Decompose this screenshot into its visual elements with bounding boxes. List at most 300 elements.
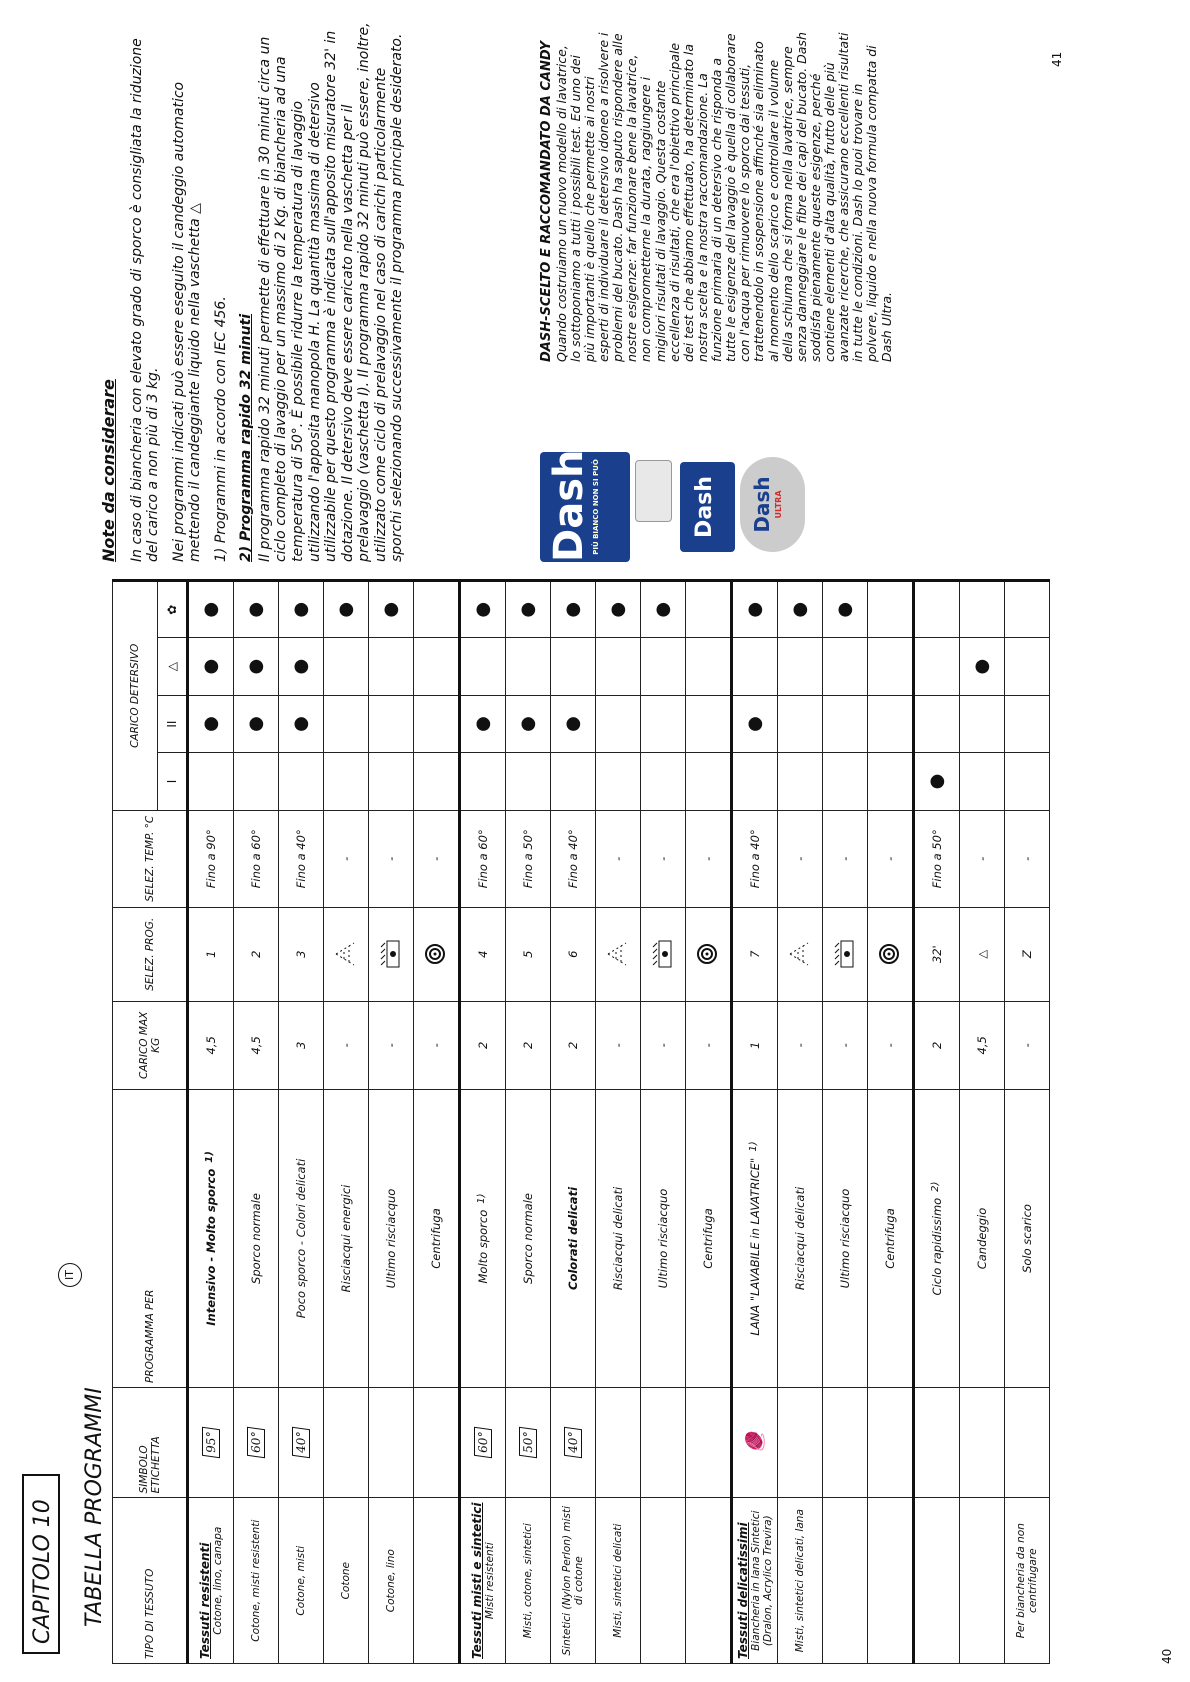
cell-simbolo xyxy=(914,1388,960,1498)
cell-temp: - xyxy=(960,810,1005,907)
cell-selez-prog xyxy=(641,907,686,1001)
cell-programma xyxy=(686,1089,732,1387)
cell-simbolo xyxy=(1005,1388,1050,1498)
table-row xyxy=(596,581,641,1664)
cell-carico: - xyxy=(324,1001,369,1089)
wash-temp-icon: 95° xyxy=(202,1427,220,1459)
wash-temp-icon: 40° xyxy=(564,1427,582,1459)
table-row xyxy=(234,581,279,1664)
cell-temp: Fino a 50° xyxy=(506,810,551,907)
dash-title: DASH-SCELTO E RACCOMANDATO DA CANDY xyxy=(539,40,554,362)
cell-detersivo-3 xyxy=(551,638,596,695)
cell-programma xyxy=(596,1089,641,1387)
footnote-mark: 1) xyxy=(748,1141,759,1152)
cell-detersivo-1 xyxy=(551,753,596,810)
tipo-text: Misti, sintetici delicati, lana xyxy=(794,1509,806,1653)
cell-programma xyxy=(551,1089,596,1387)
cell-programma xyxy=(414,1089,460,1387)
cell-detersivo-1 xyxy=(686,753,732,810)
cell-detersivo-3 xyxy=(324,638,369,695)
tipo-text: Sintetici (Nylon Perlon) misti di cotone xyxy=(561,1505,585,1656)
cell-carico: - xyxy=(686,1001,732,1089)
cell-detersivo-4: ● xyxy=(234,581,279,638)
table-row xyxy=(960,581,1005,1664)
tipo-text: Misti resistenti xyxy=(484,1542,496,1620)
tipo-text: Per biancheria da non centrifugare xyxy=(1015,1523,1039,1639)
cell-selez-prog xyxy=(686,907,732,1001)
cell-detersivo-2: ● xyxy=(234,695,279,752)
selez-prog-value: 7 xyxy=(748,950,762,958)
wash-temp-icon: 60° xyxy=(247,1427,265,1459)
rinse-icon xyxy=(345,939,359,969)
cell-detersivo-1 xyxy=(868,753,914,810)
cell-selez-prog xyxy=(868,907,914,1001)
cell-detersivo-4: ● xyxy=(279,581,324,638)
table-row xyxy=(868,581,914,1664)
cell-detersivo-4: ● xyxy=(641,581,686,638)
dash-logo-3: Dash xyxy=(750,476,774,533)
cell-detersivo-2: ● xyxy=(551,695,596,752)
tipo-text: Cotone xyxy=(340,1562,352,1600)
cell-carico: 1 xyxy=(732,1001,778,1089)
cell-detersivo-4: ● xyxy=(460,581,506,638)
cell-carico: - xyxy=(641,1001,686,1089)
chapter-box: CAPITOLO 10 xyxy=(22,1474,60,1654)
table-row xyxy=(188,581,234,1664)
selez-prog-value: △ xyxy=(975,949,989,959)
programma-text: Centrifuga xyxy=(883,1208,897,1269)
cell-detersivo-2 xyxy=(686,695,732,752)
cell-temp: Fino a 40° xyxy=(732,810,778,907)
cell-programma xyxy=(914,1089,960,1387)
cell-programma xyxy=(778,1089,823,1387)
programs-table xyxy=(112,579,1050,1664)
col-carico: CARICO MAX KG xyxy=(113,1001,188,1089)
table-title: TABELLA PROGRAMMI xyxy=(82,1387,107,1627)
cell-temp: Fino a 40° xyxy=(279,810,324,907)
cell-selez-prog xyxy=(234,907,279,1001)
cell-simbolo xyxy=(324,1388,369,1498)
cell-detersivo-4: ● xyxy=(506,581,551,638)
cell-simbolo xyxy=(234,1388,279,1498)
cell-programma xyxy=(506,1089,551,1387)
wash-temp-icon: 50° xyxy=(519,1427,537,1459)
cell-carico: - xyxy=(868,1001,914,1089)
notes-title: Note da considerare xyxy=(99,379,118,562)
cell-temp: Fino a 90° xyxy=(188,810,234,907)
col-simbolo: SIMBOLO ETICHETTA xyxy=(113,1388,188,1498)
cell-simbolo xyxy=(460,1388,506,1498)
cell-simbolo xyxy=(188,1388,234,1498)
cell-detersivo-1 xyxy=(960,753,1005,810)
cell-detersivo-3 xyxy=(506,638,551,695)
cell-detersivo-3 xyxy=(778,638,823,695)
col-tipo: TIPO DI TESSUTO xyxy=(113,1498,188,1664)
cell-simbolo xyxy=(596,1388,641,1498)
cell-tipo xyxy=(596,1498,641,1664)
cell-detersivo-3 xyxy=(369,638,414,695)
cell-tipo xyxy=(778,1498,823,1664)
programma-text: Solo scarico xyxy=(1020,1204,1034,1273)
cell-temp: - xyxy=(1005,810,1050,907)
cell-detersivo-3: ● xyxy=(188,638,234,695)
cell-detersivo-2: ● xyxy=(279,695,324,752)
note-4: Il programma rapido 32 minuti permette di effettuare in 30 minuti circa un ciclo completo di lavaggio per un massimo di 2 Kg. di biancheria ad una temperatura di 50°. È possibile ridurre la temperatura di lavaggio utilizzando l'apposita manopola H. La quantità massima di detersivo utilizzabile per questo programma è indicata sull'apposito misuratore 32' in dotazione. Il detersivo deve essere caricato nella vaschetta per il prelavaggio (vaschetta I). Il programma rapido 32 minuti può essere, inoltre, utilizzato come ciclo di prelavaggio nel caso di carichi particolarmente sporchi selezionando successivamente il programma principale desiderato. xyxy=(256,22,406,562)
cell-detersivo-1 xyxy=(641,753,686,810)
dash-logo-sub: PIÙ BIANCO NON SI PUÒ xyxy=(592,459,600,555)
det-sub-4: ✿ xyxy=(158,581,188,638)
col-prog: SELEZ. PROG. xyxy=(113,907,188,1001)
cell-tipo xyxy=(369,1498,414,1664)
cell-selez-prog xyxy=(960,907,1005,1001)
tipo-text: Cotone, misti resistenti xyxy=(250,1519,262,1642)
cell-simbolo xyxy=(641,1388,686,1498)
cell-detersivo-2 xyxy=(868,695,914,752)
cell-programma xyxy=(369,1089,414,1387)
cell-carico: 2 xyxy=(506,1001,551,1089)
cell-carico: - xyxy=(414,1001,460,1089)
cell-detersivo-4 xyxy=(868,581,914,638)
cell-detersivo-2: ● xyxy=(460,695,506,752)
cell-detersivo-1 xyxy=(369,753,414,810)
cell-simbolo xyxy=(686,1388,732,1498)
cell-detersivo-1 xyxy=(414,753,460,810)
dash-text-block xyxy=(540,32,894,362)
selez-prog-value: 3 xyxy=(294,950,308,958)
programma-text: Ultimo risciacquo xyxy=(838,1188,852,1289)
cell-tipo xyxy=(460,1498,506,1664)
cell-programma xyxy=(1005,1089,1050,1387)
cell-tipo xyxy=(686,1498,732,1664)
cell-detersivo-1 xyxy=(279,753,324,810)
dash-logo-2: Dash xyxy=(692,476,717,538)
programma-text: Poco sporco - Colori delicati xyxy=(294,1158,308,1319)
tipo-text: Cotone, misti xyxy=(295,1545,307,1616)
cell-simbolo xyxy=(551,1388,596,1498)
cell-carico: 4,5 xyxy=(188,1001,234,1089)
dash-body: Quando costruiamo un nuovo modello di lavatrice, lo sottoponiamo a tutti i possibili test. Ed uno dei più importanti è quello che permette ai nostri esperti di individuare il detersivo idoneo a risolvere i problemi del bucato. Dash ha saputo rispondere alle nostre esigenze: far funzionare bene la lavatrice, non comprometterne la durata, raggiungere i migliori risultati di lavaggio. Questa costante eccellenza di risultati, che era l'obiettivo principale dei test che abbiamo effettuato, ha determinato la nostra scelta e la nostra raccomandazione. La funzione primaria di un detersivo che risponda a tutte le esigenze del lavaggio è quella di collaborare con l'acqua per rimuovere lo sporco dai tessuti, trattenendolo in sospensione affinché sia eliminato al momento dello scarico e controllare il volume della schiuma che si forma nella lavatrice, sempre senza danneggiare le fibre dei capi del bucato. Dash soddisfa pienamente queste esigenze, perché contiene elementi d'alta qualità, frutto delle più avanzate ricerche, che assicurano eccellenti risultati in tutte le condizioni. Dash lo puoi trovare in polvere, liquido e nella nuova formula compatta di Dash Ultra. xyxy=(553,32,894,362)
cell-selez-prog xyxy=(778,907,823,1001)
cell-simbolo xyxy=(279,1388,324,1498)
last-icon xyxy=(662,937,676,971)
det-sub-3: △ xyxy=(158,638,188,695)
cell-detersivo-4 xyxy=(414,581,460,638)
spin-icon xyxy=(435,943,449,965)
cell-detersivo-4: ● xyxy=(324,581,369,638)
cell-selez-prog xyxy=(414,907,460,1001)
cell-detersivo-3 xyxy=(641,638,686,695)
cell-detersivo-1 xyxy=(234,753,279,810)
cell-detersivo-4: ● xyxy=(188,581,234,638)
cell-detersivo-4: ● xyxy=(823,581,868,638)
cell-selez-prog xyxy=(460,907,506,1001)
cell-tipo xyxy=(188,1498,234,1664)
cell-detersivo-2 xyxy=(641,695,686,752)
rinse-icon xyxy=(799,939,813,969)
dash-logo: Dash xyxy=(546,449,592,562)
cell-tipo xyxy=(732,1498,778,1664)
dash-bottle-image xyxy=(635,460,672,522)
table-row xyxy=(279,581,324,1664)
cell-selez-prog xyxy=(324,907,369,1001)
cell-tipo xyxy=(914,1498,960,1664)
table-row xyxy=(778,581,823,1664)
cell-detersivo-4: ● xyxy=(732,581,778,638)
cell-simbolo xyxy=(506,1388,551,1498)
footnote-mark: 1) xyxy=(204,1151,215,1163)
group-heading: Tessuti misti e sintetici xyxy=(470,1502,484,1659)
cell-selez-prog xyxy=(823,907,868,1001)
note-3: 1) Programmi in accordo con IEC 456. xyxy=(212,296,229,562)
cell-temp: Fino a 60° xyxy=(460,810,506,907)
programma-text: Intensivo - Molto sporco xyxy=(204,1168,218,1326)
cell-detersivo-2 xyxy=(778,695,823,752)
table-row xyxy=(551,581,596,1664)
table-row xyxy=(324,581,369,1664)
table-row xyxy=(686,581,732,1664)
programma-text: Colorati delicati xyxy=(566,1186,580,1290)
cell-temp: Fino a 60° xyxy=(234,810,279,907)
selez-prog-value: 4 xyxy=(476,950,490,958)
cell-carico: - xyxy=(823,1001,868,1089)
col-temp: SELEZ. TEMP. °C xyxy=(113,810,188,907)
note-4-heading: 2) Programma rapido 32 minuti xyxy=(238,313,255,562)
cell-tipo xyxy=(551,1498,596,1664)
cell-temp: - xyxy=(596,810,641,907)
cell-tipo xyxy=(414,1498,460,1664)
dash-ultra-label: ULTRA xyxy=(774,490,783,519)
programma-text: Ultimo risciacquo xyxy=(384,1188,398,1289)
cell-programma xyxy=(960,1089,1005,1387)
cell-simbolo xyxy=(868,1388,914,1498)
footnote-mark: 1) xyxy=(476,1193,487,1204)
programma-text: Ultimo risciacquo xyxy=(656,1188,670,1289)
cell-detersivo-1 xyxy=(1005,753,1050,810)
selez-prog-value: 5 xyxy=(521,950,535,958)
programma-text: Sporco normale xyxy=(521,1193,535,1284)
cell-selez-prog xyxy=(596,907,641,1001)
cell-detersivo-2 xyxy=(823,695,868,752)
cell-detersivo-4 xyxy=(686,581,732,638)
cell-temp: - xyxy=(641,810,686,907)
table-row xyxy=(641,581,686,1664)
cell-detersivo-1 xyxy=(596,753,641,810)
cell-programma xyxy=(234,1089,279,1387)
programma-text: Sporco normale xyxy=(249,1193,263,1284)
cell-carico: - xyxy=(369,1001,414,1089)
cell-temp: - xyxy=(686,810,732,907)
cell-detersivo-4 xyxy=(1005,581,1050,638)
rinse-icon xyxy=(617,939,631,969)
dash-ultra-image xyxy=(740,457,805,552)
note-1: In caso di biancheria con elevato grado di sporco è consigliata la riduzione del carico a non più di 3 kg. xyxy=(128,38,162,562)
cell-detersivo-1 xyxy=(506,753,551,810)
cell-tipo xyxy=(960,1498,1005,1664)
cell-carico: 4,5 xyxy=(960,1001,1005,1089)
cell-selez-prog xyxy=(732,907,778,1001)
cell-detersivo-3: ● xyxy=(234,638,279,695)
group-heading: Tessuti resistenti xyxy=(198,1542,212,1659)
table-row xyxy=(732,581,778,1664)
cell-simbolo xyxy=(960,1388,1005,1498)
selez-prog-value: 6 xyxy=(566,950,580,958)
programma-text: Risciacqui delicati xyxy=(793,1186,807,1291)
cell-detersivo-3 xyxy=(823,638,868,695)
cell-programma xyxy=(641,1089,686,1387)
cell-selez-prog xyxy=(279,907,324,1001)
cell-selez-prog xyxy=(506,907,551,1001)
cell-detersivo-3 xyxy=(414,638,460,695)
cell-detersivo-3 xyxy=(868,638,914,695)
wash-temp-icon: 40° xyxy=(292,1427,310,1459)
cell-tipo xyxy=(823,1498,868,1664)
cell-temp: - xyxy=(324,810,369,907)
wool-icon: 🧶 xyxy=(744,1431,766,1454)
cell-temp: Fino a 50° xyxy=(914,810,960,907)
cell-temp: - xyxy=(823,810,868,907)
selez-prog-value: 2 xyxy=(249,950,263,958)
cell-detersivo-2 xyxy=(1005,695,1050,752)
cell-detersivo-3: ● xyxy=(279,638,324,695)
cell-temp: - xyxy=(778,810,823,907)
tipo-text: Cotone, lino, canapa xyxy=(212,1526,224,1635)
cell-detersivo-3 xyxy=(914,638,960,695)
cell-detersivo-2: ● xyxy=(188,695,234,752)
language-badge: IT xyxy=(58,1263,82,1287)
cell-detersivo-4: ● xyxy=(551,581,596,638)
cell-detersivo-3 xyxy=(686,638,732,695)
cell-detersivo-1 xyxy=(460,753,506,810)
cell-programma xyxy=(279,1089,324,1387)
tipo-text: Misti, cotone, sintetici xyxy=(522,1523,534,1639)
cell-tipo xyxy=(234,1498,279,1664)
programma-text: Centrifuga xyxy=(701,1208,715,1269)
table-row xyxy=(460,581,506,1664)
cell-detersivo-1: ● xyxy=(914,753,960,810)
programma-text: LANA "LAVABILE in LAVATRICE" xyxy=(748,1157,762,1336)
cell-programma xyxy=(732,1089,778,1387)
page-number-right: 41 xyxy=(1050,51,1064,67)
cell-selez-prog xyxy=(188,907,234,1001)
programma-text: Candeggio xyxy=(975,1207,989,1270)
cell-simbolo xyxy=(369,1388,414,1498)
cell-detersivo-2: ● xyxy=(732,695,778,752)
cell-detersivo-1 xyxy=(778,753,823,810)
cell-carico: 3 xyxy=(279,1001,324,1089)
cell-carico: - xyxy=(778,1001,823,1089)
programma-text: Risciacqui energici xyxy=(339,1184,353,1293)
cell-detersivo-2 xyxy=(596,695,641,752)
cell-detersivo-3 xyxy=(596,638,641,695)
cell-detersivo-3 xyxy=(1005,638,1050,695)
cell-programma xyxy=(188,1089,234,1387)
cell-detersivo-1 xyxy=(188,753,234,810)
dash-liquid-image xyxy=(680,462,735,552)
cell-detersivo-4: ● xyxy=(596,581,641,638)
table-row xyxy=(823,581,868,1664)
last-icon xyxy=(844,937,858,971)
programma-text: Ciclo rapidissimo xyxy=(930,1197,944,1296)
cell-programma xyxy=(868,1089,914,1387)
tipo-text: Biancheria in lana Sintetici (Dralon, Acrylico Trevira) xyxy=(750,1510,774,1651)
notes-section xyxy=(100,22,415,562)
programma-text: Centrifuga xyxy=(429,1208,443,1269)
cell-detersivo-2: ● xyxy=(506,695,551,752)
cell-tipo xyxy=(868,1498,914,1664)
cell-detersivo-2 xyxy=(914,695,960,752)
col-detersivo: CARICO DETERSIVO xyxy=(113,581,158,811)
spin-icon xyxy=(889,943,903,965)
cell-programma xyxy=(460,1089,506,1387)
cell-tipo xyxy=(641,1498,686,1664)
table-row xyxy=(914,581,960,1664)
col-programma: PROGRAMMA PER xyxy=(113,1089,188,1387)
footnote-mark: 2) xyxy=(930,1181,941,1192)
cell-temp: - xyxy=(868,810,914,907)
cell-detersivo-2 xyxy=(414,695,460,752)
programma-text: Molto sporco xyxy=(476,1209,490,1284)
note-2: Nei programmi indicati può essere eseguito il candeggio automatico mettendo il candeggiante liquido nella vaschetta △ xyxy=(170,81,204,562)
cell-detersivo-3 xyxy=(460,638,506,695)
cell-selez-prog xyxy=(1005,907,1050,1001)
cell-simbolo xyxy=(778,1388,823,1498)
selez-prog-value: Z xyxy=(1020,950,1034,959)
cell-detersivo-1 xyxy=(324,753,369,810)
cell-detersivo-4: ● xyxy=(369,581,414,638)
spin-icon xyxy=(707,943,721,965)
cell-programma xyxy=(823,1089,868,1387)
cell-detersivo-2 xyxy=(324,695,369,752)
cell-detersivo-3 xyxy=(732,638,778,695)
cell-selez-prog xyxy=(914,907,960,1001)
cell-detersivo-1 xyxy=(732,753,778,810)
cell-detersivo-2 xyxy=(369,695,414,752)
cell-detersivo-4 xyxy=(960,581,1005,638)
det-sub-1: I xyxy=(158,753,188,810)
cell-tipo xyxy=(506,1498,551,1664)
cell-tipo xyxy=(1005,1498,1050,1664)
cell-temp: - xyxy=(369,810,414,907)
dash-box-image xyxy=(540,449,630,562)
cell-detersivo-3: ● xyxy=(960,638,1005,695)
cell-carico: 4,5 xyxy=(234,1001,279,1089)
cell-tipo xyxy=(279,1498,324,1664)
tipo-text: Misti, sintetici delicati xyxy=(612,1523,624,1638)
table-row xyxy=(1005,581,1050,1664)
cell-simbolo xyxy=(732,1388,778,1498)
selez-prog-value: 32' xyxy=(930,945,944,964)
table-row xyxy=(369,581,414,1664)
wash-temp-icon: 60° xyxy=(474,1427,492,1459)
table-row xyxy=(506,581,551,1664)
cell-tipo xyxy=(324,1498,369,1664)
cell-carico: 2 xyxy=(460,1001,506,1089)
cell-detersivo-4: ● xyxy=(778,581,823,638)
cell-carico: - xyxy=(1005,1001,1050,1089)
selez-prog-value: 1 xyxy=(204,950,218,958)
cell-detersivo-1 xyxy=(823,753,868,810)
cell-simbolo xyxy=(414,1388,460,1498)
cell-detersivo-4 xyxy=(914,581,960,638)
cell-temp: Fino a 40° xyxy=(551,810,596,907)
cell-simbolo xyxy=(823,1388,868,1498)
group-heading: Tessuti delicatissimi xyxy=(736,1522,750,1659)
cell-detersivo-2 xyxy=(960,695,1005,752)
table-row xyxy=(414,581,460,1664)
cell-carico: 2 xyxy=(914,1001,960,1089)
last-icon xyxy=(390,937,404,971)
det-sub-2: II xyxy=(158,695,188,752)
